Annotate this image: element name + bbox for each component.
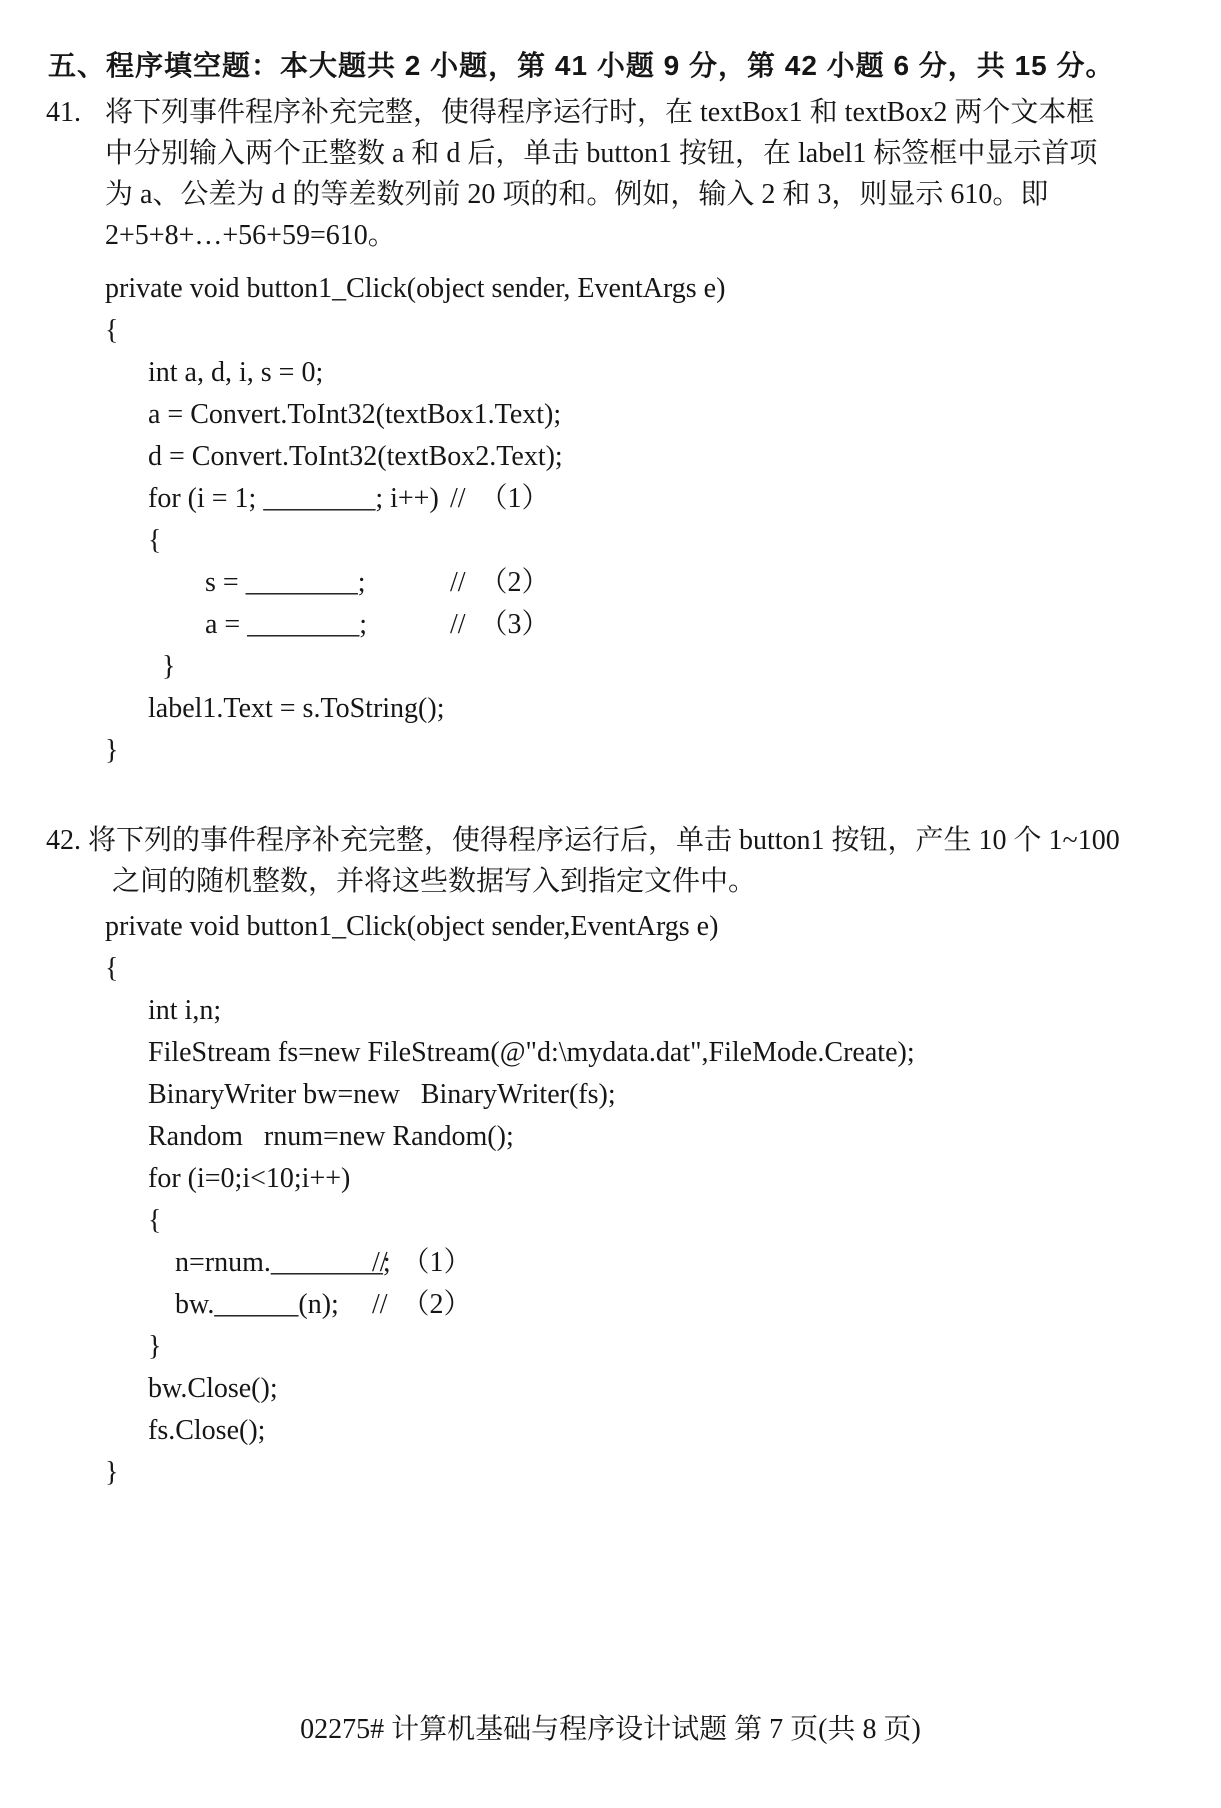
code-line — [0, 1326, 1221, 1368]
blank-number-comment: // （2） — [450, 567, 550, 598]
code-text: { — [148, 525, 162, 556]
code-line-with-blank — [0, 1284, 1221, 1326]
code-line — [0, 906, 1221, 948]
code-line — [0, 646, 1221, 688]
code-text: for (i = 1; ________; i++) — [148, 483, 439, 514]
code-line — [0, 730, 1221, 772]
code-line — [0, 1410, 1221, 1452]
code-line — [0, 394, 1221, 436]
code-line-with-blank — [0, 1242, 1221, 1284]
code-line — [0, 688, 1221, 730]
page-footer: 02275# 计算机基础与程序设计试题 第 7 页(共 8 页) — [300, 1714, 921, 1745]
code-text: for (i=0;i<10;i++) — [148, 1163, 351, 1194]
code-text: fs.Close(); — [148, 1415, 266, 1446]
code-line — [0, 990, 1221, 1032]
blank-number-comment: // （3） — [450, 609, 550, 640]
code-line — [0, 310, 1221, 352]
code-text: { — [105, 315, 119, 346]
q42-code-block — [0, 906, 1221, 1494]
question-42-number: 42. — [46, 825, 81, 856]
code-text: } — [105, 1457, 119, 1488]
code-text: n=rnum.________; — [175, 1247, 391, 1278]
code-line — [0, 1452, 1221, 1494]
code-line — [0, 1116, 1221, 1158]
code-text: } — [148, 1331, 162, 1362]
code-text: private void button1_Click(object sender, EventArgs e) — [105, 273, 726, 304]
code-line-with-blank — [0, 562, 1221, 604]
code-text: int a, d, i, s = 0; — [148, 357, 324, 388]
code-line — [0, 1158, 1221, 1200]
code-line — [0, 1368, 1221, 1410]
code-line — [0, 1032, 1221, 1074]
code-text: { — [148, 1205, 162, 1236]
code-line — [0, 1200, 1221, 1242]
code-line-with-blank — [0, 604, 1221, 646]
section-heading: 五、程序填空题：本大题共 2 小题，第 41 小题 9 分，第 42 小题 6 分，共 15 分。 — [48, 50, 1115, 81]
q42-prompt-line: 之间的随机整数，并将这些数据写入到指定文件中。 — [112, 866, 757, 897]
code-text: d = Convert.ToInt32(textBox2.Text); — [148, 441, 563, 472]
code-text: BinaryWriter bw=new BinaryWriter(fs); — [148, 1079, 616, 1110]
q41-prompt-line: 将下列事件程序补充完整，使得程序运行时，在 textBox1 和 textBox2 两个文本框 — [105, 97, 1095, 128]
code-line — [0, 352, 1221, 394]
question-42 — [0, 820, 1221, 902]
code-line — [0, 1074, 1221, 1116]
code-text: label1.Text = s.ToString(); — [148, 693, 445, 724]
code-text: int i,n; — [148, 995, 222, 1026]
code-text: } — [105, 735, 119, 766]
q42-prompt-line: 将下列的事件程序补充完整，使得程序运行后，单击 button1 按钮，产生 10 个 1~100 — [88, 825, 1120, 856]
code-text: a = Convert.ToInt32(textBox1.Text); — [148, 399, 562, 430]
q41-code-block — [0, 268, 1221, 772]
code-line — [0, 520, 1221, 562]
code-text: { — [105, 953, 119, 984]
q41-prompt-line: 为 a、公差为 d 的等差数列前 20 项的和。例如，输入 2 和 3，则显示 610。即 — [105, 179, 1049, 210]
code-line — [0, 436, 1221, 478]
blank-number-comment: // （1） — [450, 483, 550, 514]
code-text: bw.Close(); — [148, 1373, 278, 1404]
question-41-number: 41. — [46, 97, 81, 128]
q41-prompt-line: 2+5+8+…+56+59=610。 — [105, 220, 396, 251]
blank-number-comment: // （1） — [372, 1247, 472, 1278]
code-text: } — [162, 651, 176, 682]
question-41 — [0, 92, 1221, 256]
code-text: bw.______(n); — [175, 1289, 339, 1320]
code-line-with-blank — [0, 478, 1221, 520]
code-text: FileStream fs=new FileStream(@"d:\mydata.dat",FileMode.Create); — [148, 1037, 915, 1068]
code-line — [0, 268, 1221, 310]
code-text: s = ________; — [205, 567, 366, 598]
q41-prompt-line: 中分别输入两个正整数 a 和 d 后，单击 button1 按钮，在 label1 标签框中显示首项 — [105, 138, 1098, 169]
code-text: a = ________; — [205, 609, 367, 640]
blank-number-comment: // （2） — [372, 1289, 472, 1320]
code-text: private void button1_Click(object sender,EventArgs e) — [105, 911, 719, 942]
code-text: Random rnum=new Random(); — [148, 1121, 514, 1152]
code-line — [0, 948, 1221, 990]
